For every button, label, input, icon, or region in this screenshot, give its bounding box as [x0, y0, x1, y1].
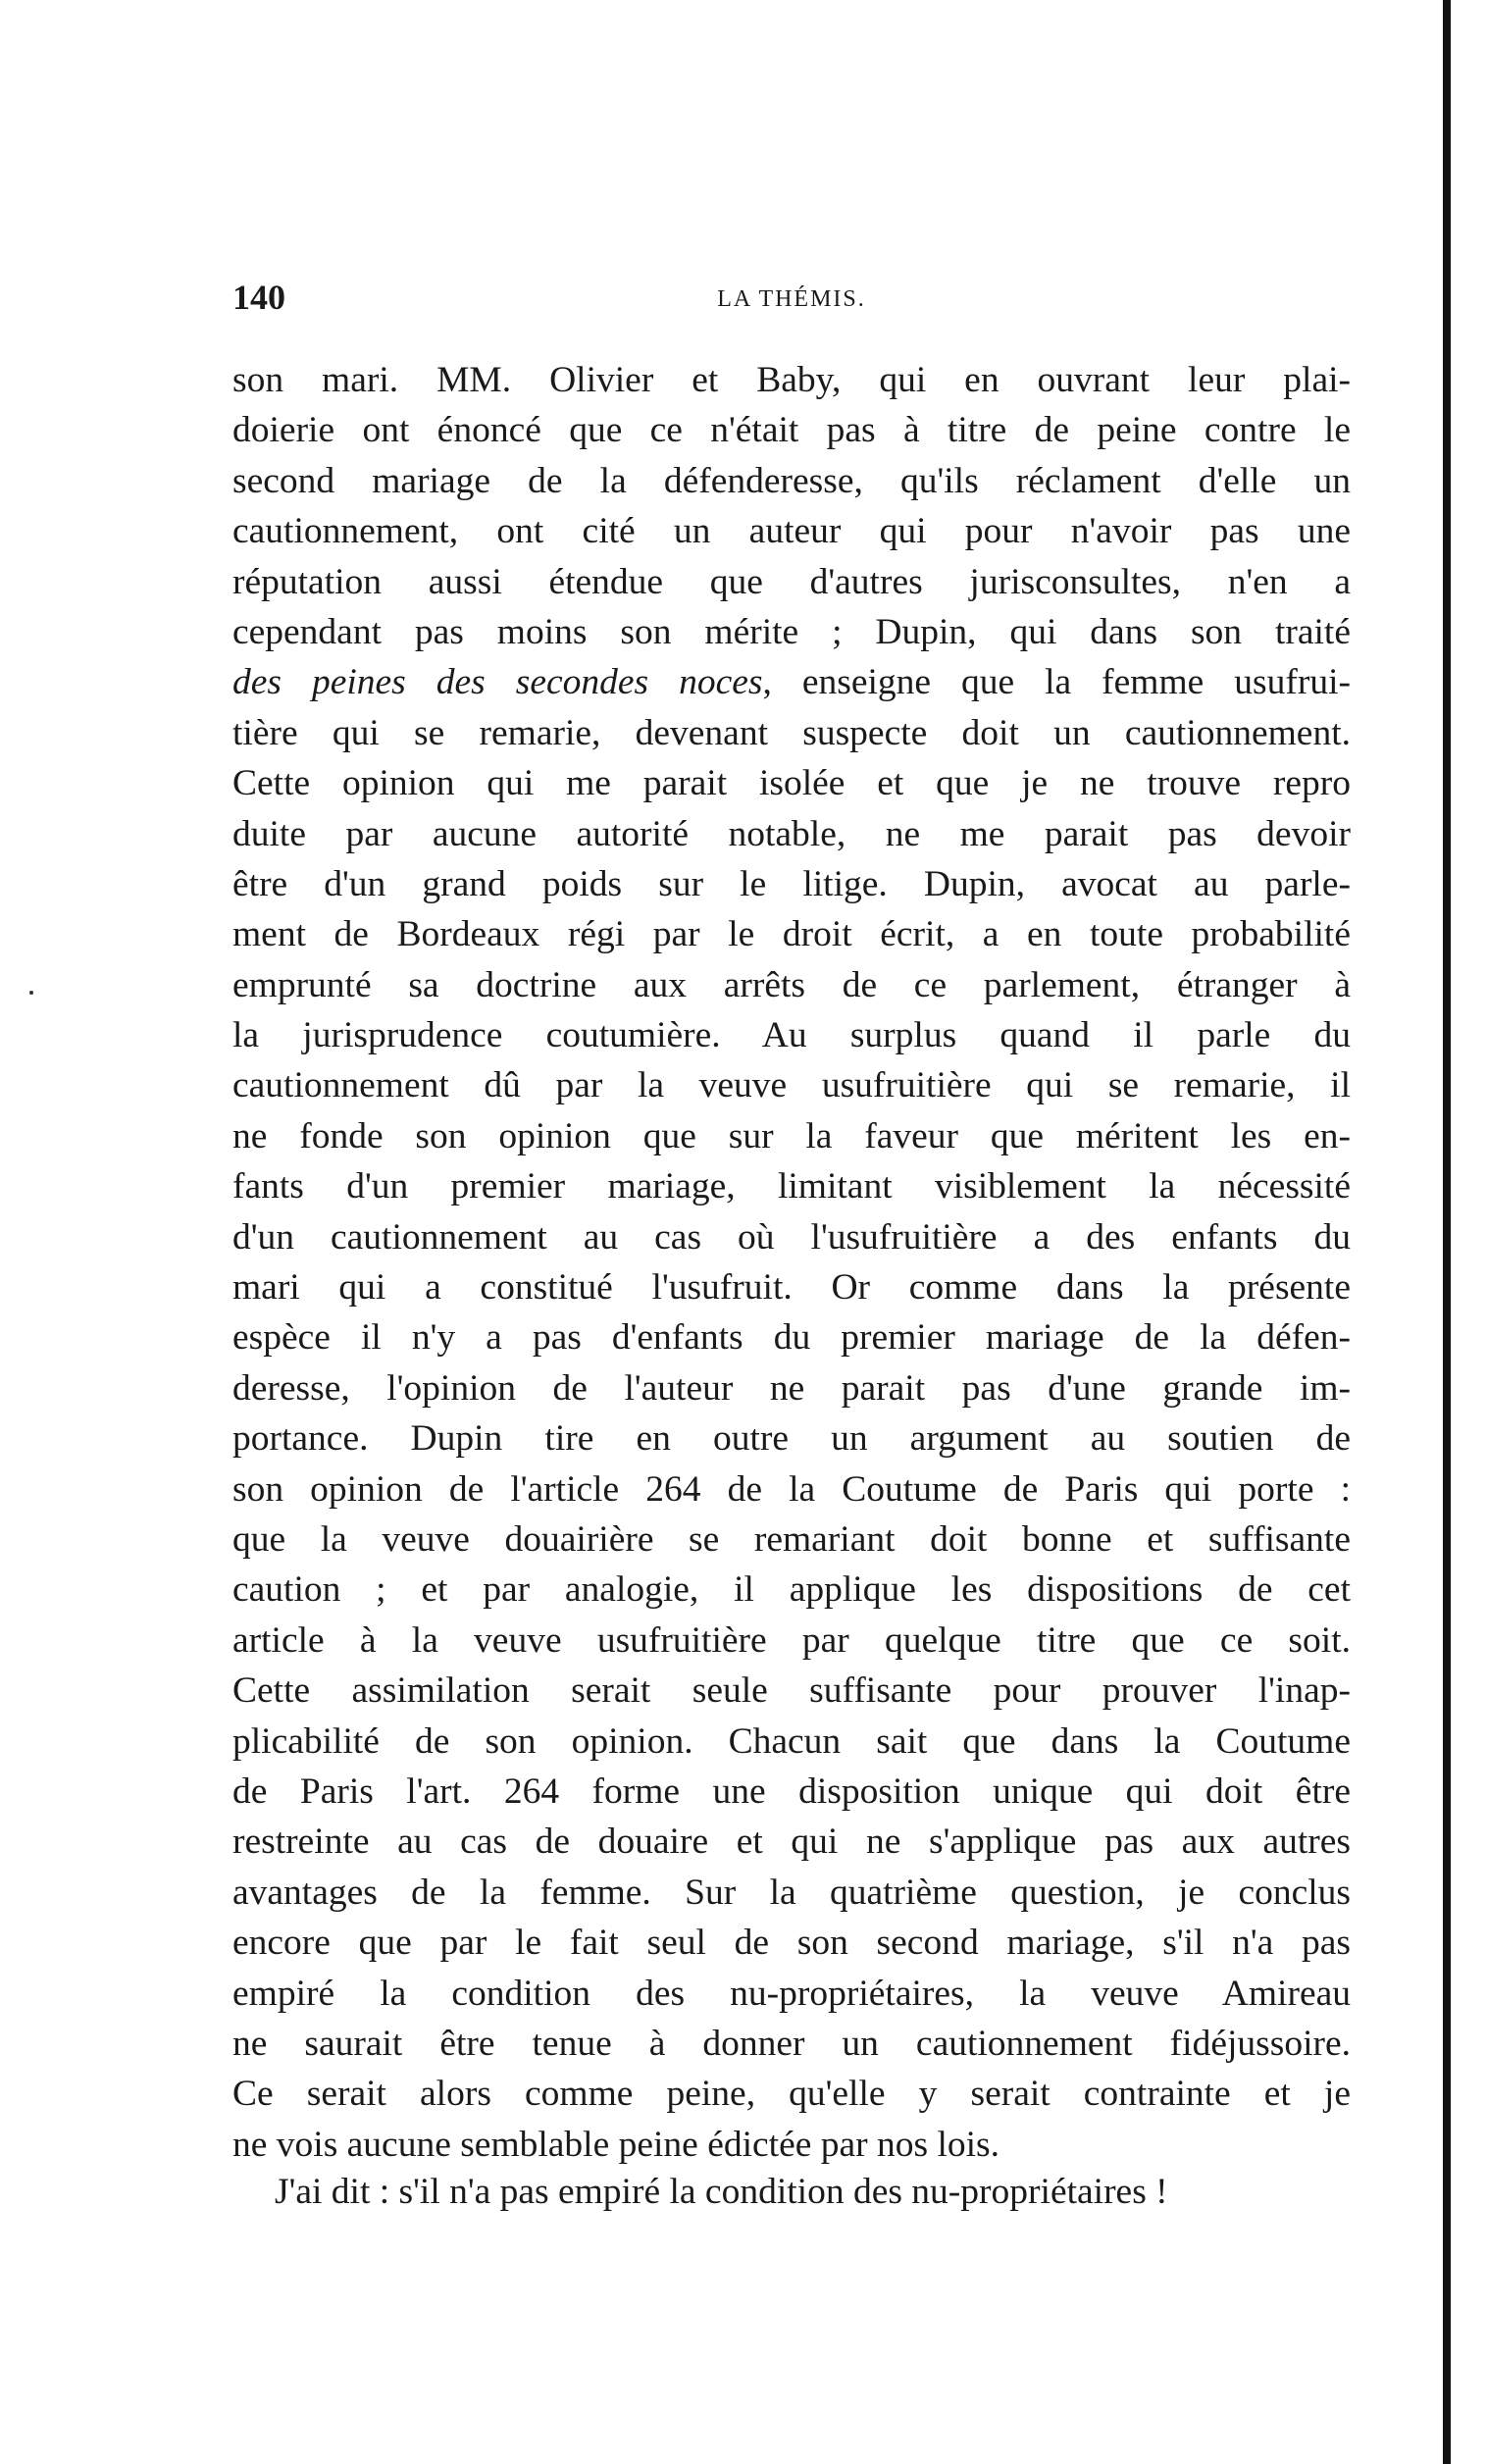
text-line: deresse, l'opinion de l'auteur ne parait pas d'une grande im- — [232, 1367, 1351, 1409]
text-line: Cette assimilation serait seule suffisante pour prouver l'inap- — [232, 1670, 1351, 1712]
text-line: fants d'un premier mariage, limitant visiblement la nécessité — [232, 1166, 1351, 1207]
text-line: caution ; et par analogie, il applique les dispositions de cet — [232, 1569, 1351, 1611]
text-line: Cette opinion qui me parait isolée et que je ne trouve repro — [232, 763, 1351, 804]
text-line: cautionnement, ont cité un auteur qui pour n'avoir pas une — [232, 511, 1351, 552]
text-line: ment de Bordeaux régi par le droit écrit, a en toute probabilité — [232, 914, 1351, 955]
page-number: 140 — [232, 278, 285, 317]
page-edge-rule — [1443, 0, 1451, 2464]
text-line: plicabilité de son opinion. Chacun sait que dans la Coutume — [232, 1720, 1351, 1762]
text-line: portance. Dupin tire en outre un argument au soutien de — [232, 1418, 1351, 1460]
text-line: Ce serait alors comme peine, qu'elle y serait contrainte et je — [232, 2074, 1351, 2115]
text-line: duite par aucune autorité notable, ne me parait pas devoir — [232, 813, 1351, 854]
text-line: doierie ont énoncé que ce n'était pas à titre de peine contre le — [232, 410, 1351, 451]
text-line: second mariage de la défenderesse, qu'ils réclament d'elle un — [232, 460, 1351, 501]
running-title: LA THÉMIS. — [717, 286, 866, 312]
text-line: des peines des secondes noces, enseigne que la femme usufrui- — [232, 662, 1351, 703]
text-line: cautionnement dû par la veuve usufruitière qui se remarie, il — [232, 1065, 1351, 1106]
text-line: d'un cautionnement au cas où l'usufruitière a des enfants du — [232, 1216, 1351, 1258]
text-line: empiré la condition des nu-propriétaires, la veuve Amireau — [232, 1973, 1351, 2014]
page-header — [232, 277, 1351, 326]
text-line: être d'un grand poids sur le litige. Dupin, avocat au parle- — [232, 863, 1351, 904]
text-line: ne saurait être tenue à donner un cautionnement fidéjussoire. — [232, 2023, 1351, 2064]
text-line: mari qui a constitué l'usufruit. Or comme dans la présente — [232, 1267, 1351, 1309]
text-line: que la veuve douairière se remariant doit bonne et suffisante — [232, 1518, 1351, 1560]
text-line: ne vois aucune semblable peine édictée par nos lois. — [232, 2124, 1000, 2165]
text-line: cependant pas moins son mérite ; Dupin, qui dans son traité — [232, 611, 1351, 652]
text-line: avantages de la femme. Sur la quatrième question, je conclus — [232, 1872, 1351, 1913]
text-line: la jurisprudence coutumière. Au surplus quand il parle du — [232, 1015, 1351, 1056]
text-line: ne fonde son opinion que sur la faveur que méritent les en- — [232, 1115, 1351, 1156]
text-line: restreinte au cas de douaire et qui ne s'applique pas aux autres — [232, 1822, 1351, 1863]
text-line: réputation aussi étendue que d'autres jurisconsultes, n'en a — [232, 561, 1351, 602]
text-line: espèce il n'y a pas d'enfants du premier mariage de la défen- — [232, 1317, 1351, 1359]
text-line: son opinion de l'article 264 de la Coutume de Paris qui porte : — [232, 1468, 1351, 1510]
paragraph-2: J'ai dit : s'il n'a pas empiré la condition des nu-propriétaires ! — [275, 2172, 1168, 2212]
text-line: de Paris l'art. 264 forme une disposition unique qui doit être — [232, 1771, 1351, 1812]
speck-mark — [29, 991, 33, 995]
text-line: son mari. MM. Olivier et Baby, qui en ouvrant leur plai- — [232, 360, 1351, 400]
text-line: encore que par le fait seul de son second mariage, s'il n'a pas — [232, 1923, 1351, 1964]
text-line: article à la veuve usufruitière par quelque titre que ce soit. — [232, 1619, 1351, 1661]
text-line: tière qui se remarie, devenant suspecte doit un cautionnement. — [232, 712, 1351, 753]
paragraph-1 — [232, 355, 1351, 2170]
text-line: emprunté sa doctrine aux arrêts de ce parlement, étranger à — [232, 964, 1351, 1005]
